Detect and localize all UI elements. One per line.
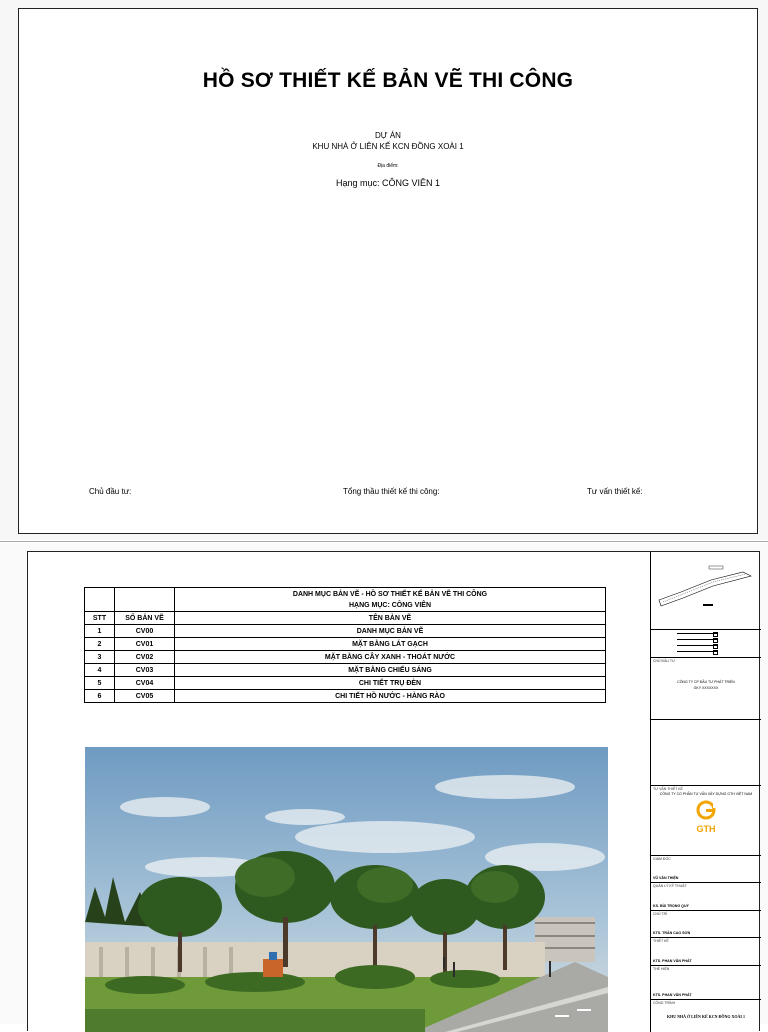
row-code: CV03 [115,664,175,677]
index-blank-cell [115,588,175,612]
signatory-contractor: Tổng thầu thiết kế thi công: [343,487,440,496]
location-label: Địa điểm: [377,163,399,169]
row-stt: 6 [85,690,115,703]
consultant-name: CÔNG TY CỔ PHẦN TƯ VẤN XÂY DỰNG GTH VIỆT NAM [659,792,753,796]
revision-cell [651,630,761,658]
role-name: VŨ VĂN THIỆN [653,876,679,880]
project-cell [651,1000,761,1032]
owner-company-2: GKY XXXXXXX [693,686,719,690]
row-stt: 3 [85,651,115,664]
signatory-owner: Chủ đầu tư: [89,487,132,496]
row-name: MẶT BẰNG CHIẾU SÁNG [175,664,606,677]
row-code: CV04 [115,677,175,690]
key-plan-map [651,552,759,628]
table-row [85,638,606,651]
table-row [85,625,606,638]
row-stt: 2 [85,638,115,651]
row-name: CHI TIẾT TRỤ ĐÈN [175,677,606,690]
cover-frame [18,8,758,534]
role-label: THỂ HIỆN [653,967,670,971]
row-name: MẶT BẰNG CÂY XANH - THOÁT NƯỚC [175,651,606,664]
role-cell [651,883,761,911]
drawing-index-table [84,587,606,703]
consultant-cell [651,786,761,856]
table-row [85,651,606,664]
project-label: DỰ ÁN [375,131,401,140]
page-separator [0,541,768,542]
project-cell-name: KHU NHÀ Ở LIÊN KẾ KCN ĐỒNG XOÀI 1 [666,1014,745,1019]
role-label: GIÁM ĐỐC [653,857,671,861]
owner-company: CÔNG TY CP ĐẦU TƯ PHÁT TRIỂN [677,680,735,684]
row-code: CV02 [115,651,175,664]
index-page [0,543,768,1024]
role-name: KTS. PHAN VĂN PHÁT [653,959,692,963]
key-plan-cell [651,552,761,630]
gth-logo-text: GTH [696,824,716,834]
owner-label: CHỦ ĐẦU TƯ [653,659,675,663]
approval-cell [651,720,761,786]
row-stt: 1 [85,625,115,638]
row-stt: 5 [85,677,115,690]
index-subtitle: HẠNG MỤC: CÔNG VIÊN [348,601,432,609]
role-label: CHỦ TRÌ [653,912,668,916]
table-header-row [85,612,606,625]
title-block [650,552,761,1032]
row-code: CV01 [115,638,175,651]
role-cell [651,938,761,966]
header-sheet-no: SỐ BẢN VẼ [115,612,175,625]
gth-logo-icon [691,800,721,822]
cover-title: HỒ SƠ THIẾT KẾ BẢN VẼ THI CÔNG [202,69,574,92]
role-name: KTS. TRẦN CAO SƠN [653,931,691,935]
role-name: KTS. PHAN VĂN PHÁT [653,993,692,997]
table-row [85,690,606,703]
sheet-frame [27,551,760,1031]
table-row [85,664,606,677]
project-name: KHU NHÀ Ở LIÊN KẾ KCN ĐỒNG XOÀI 1 [312,142,464,151]
role-cell [651,966,761,1000]
row-name: DANH MỤC BẢN VẼ [175,625,606,638]
signatory-consultant: Tư vấn thiết kế: [587,487,643,496]
row-name: CHI TIẾT HỒ NƯỚC - HÀNG RÀO [175,690,606,703]
index-blank-cell [85,588,115,612]
row-code: CV05 [115,690,175,703]
header-stt: STT [85,612,115,625]
header-sheet-name: TÊN BẢN VẼ [175,612,606,625]
index-title-cell [175,588,606,612]
role-label: THIẾT KẾ [653,939,669,943]
project-cell-label: CÔNG TRÌNH [653,1001,676,1005]
role-name: KS. BÙI TRỌNG QUÝ [653,904,689,908]
park-rendering-image [85,747,608,1032]
row-stt: 4 [85,664,115,677]
role-cell [651,911,761,938]
owner-cell [651,658,761,720]
category-label: Hạng mục: CÔNG VIÊN 1 [335,178,441,188]
role-label: QUẢN LÝ KỸ THUẬT [653,884,687,888]
row-code: CV00 [115,625,175,638]
table-row [85,677,606,690]
consultant-label: TƯ VẤN THIẾT KẾ [653,787,683,791]
index-title: DANH MỤC BẢN VẼ - HỒ SƠ THIẾT KẾ BẢN VẼ THI CÔNG [292,590,488,598]
role-cell [651,856,761,883]
row-name: MẶT BẰNG LÁT GẠCH [175,638,606,651]
